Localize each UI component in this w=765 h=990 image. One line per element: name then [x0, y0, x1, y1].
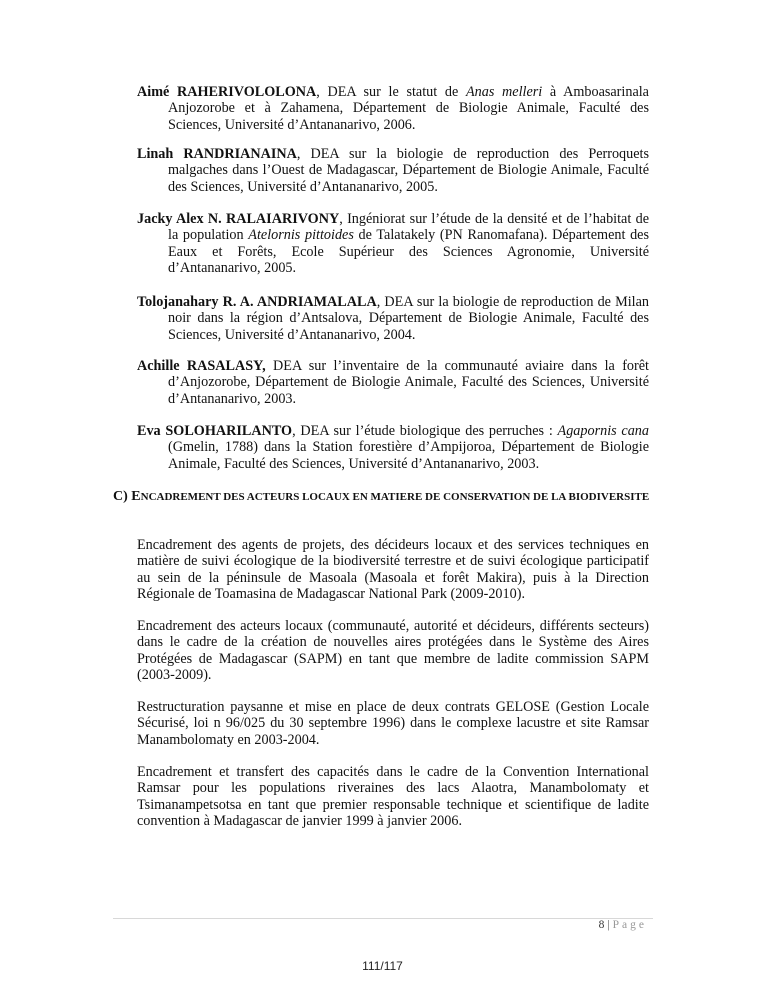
page-footer	[599, 919, 647, 931]
student-name: Tolojanahary R. A. ANDRIAMALALA	[137, 294, 377, 310]
entry-text: , DEA sur l’étude biologique des perruches :	[292, 423, 558, 439]
thesis-entry	[137, 358, 649, 407]
section-heading-title: NCADREMENT DES ACTEURS LOCAUX EN MATIERE DE CONSERVATION DE LA BIODIVERSITE	[140, 491, 650, 503]
entry-text: , Ingéniorat sur l’étude de la densité et de l’habitat de la population	[168, 211, 649, 244]
entry-text: , DEA sur le statut de	[316, 84, 466, 100]
section-heading	[113, 488, 653, 506]
student-name: Linah RANDRIANAINA	[137, 146, 297, 162]
entry-text: DEA sur l’inventaire de la communauté aviaire dans la forêt d’Anjozorobe, Département de Biologie Animale, Faculté des Sciences, Université d’Antananarivo, 2003.	[168, 358, 649, 407]
paragraph: Restructuration paysanne et mise en place de deux contrats GELOSE (Gestion Locale Sécurisé, loi n 96/025 du 30 septembre 1996) dans le complexe lacustre et site Ramsar Manambolomaty en 2003-2004.	[137, 699, 649, 748]
entry-text: , DEA sur la biologie de reproduction de Milan noir dans la région d’Antsalova, Département de Biologie Animale, Faculté des Sciences, Université d’Antananarivo, 2004.	[168, 294, 649, 343]
thesis-entry	[137, 84, 649, 133]
species-name: Atelornis pittoides	[248, 227, 354, 244]
entry-text: à Amboasarinala Anjozorobe et à Zahamena, Département de Biologie Animale, Faculté des Sciences, Université d’Antananarivo, 2006.	[168, 84, 649, 133]
student-name: Eva SOLOHARILANTO	[137, 423, 293, 439]
page-number: 8	[598, 919, 605, 931]
footer-separator: |	[607, 919, 610, 931]
section-heading-prefix: C) E	[113, 489, 141, 504]
paragraph: Encadrement des agents de projets, des décideurs locaux et des services techniques en matière de suivi écologique de la biodiversité terrestre et de suivi écologique participatif au sein de la péninsule de Masoala (Masoala et forêt Makira), puis à la Direction Régionale de Toamasina de Madagascar National Park (2009-2010).	[137, 537, 649, 603]
paragraph: Encadrement des acteurs locaux (communauté, autorité et décideurs, différents secteurs) dans le cadre de la création de nouvelles aires protégées dans le Système des Aires Protégées de Madagascar (SAPM) en tant que membre de ladite commission SAPM (2003-2009).	[137, 618, 649, 684]
student-name: Aimé RAHERIVOLOLONA	[137, 84, 317, 100]
student-name: Achille RASALASY,	[137, 358, 266, 374]
entry-text: , DEA sur la biologie de reproduction des Perroquets malgaches dans l’Ouest de Madagascar, Département de Biologie Animale, Faculté des Sciences, Université d’Antananarivo, 2005.	[168, 146, 650, 195]
thesis-entry	[137, 294, 649, 343]
entry-text: de Talatakely (PN Ranomafana). Département des Eaux et Forêts, Ecole Supérieur des Sciences Agronomie, Université d’Antananarivo, 2005.	[168, 227, 649, 277]
thesis-entry	[137, 211, 649, 277]
entry-text: (Gmelin, 1788) dans la Station forestière d’Ampijoroa, Département de Biologie Animale, Faculté des Sciences, Université d’Antananarivo, 2003.	[168, 439, 649, 472]
viewer-page-counter: 111/117	[362, 959, 403, 973]
thesis-entry	[137, 423, 649, 472]
thesis-entry	[137, 146, 649, 195]
paragraph: Encadrement et transfert des capacités dans le cadre de la Convention International Ramsar pour les populations riveraines des lacs Alaotra, Manambolomaty et Tsimanampetsotsa en tant que premier responsable technique et scientifique de ladite convention à Madagascar de janvier 1999 à janvier 2006.	[137, 764, 649, 830]
species-name: Anas melleri	[465, 84, 543, 100]
footer-divider	[113, 918, 653, 919]
student-name: Jacky Alex N. RALAIARIVONY	[137, 211, 340, 227]
species-name: Agapornis cana	[557, 423, 649, 439]
page-label: Page	[612, 919, 647, 931]
